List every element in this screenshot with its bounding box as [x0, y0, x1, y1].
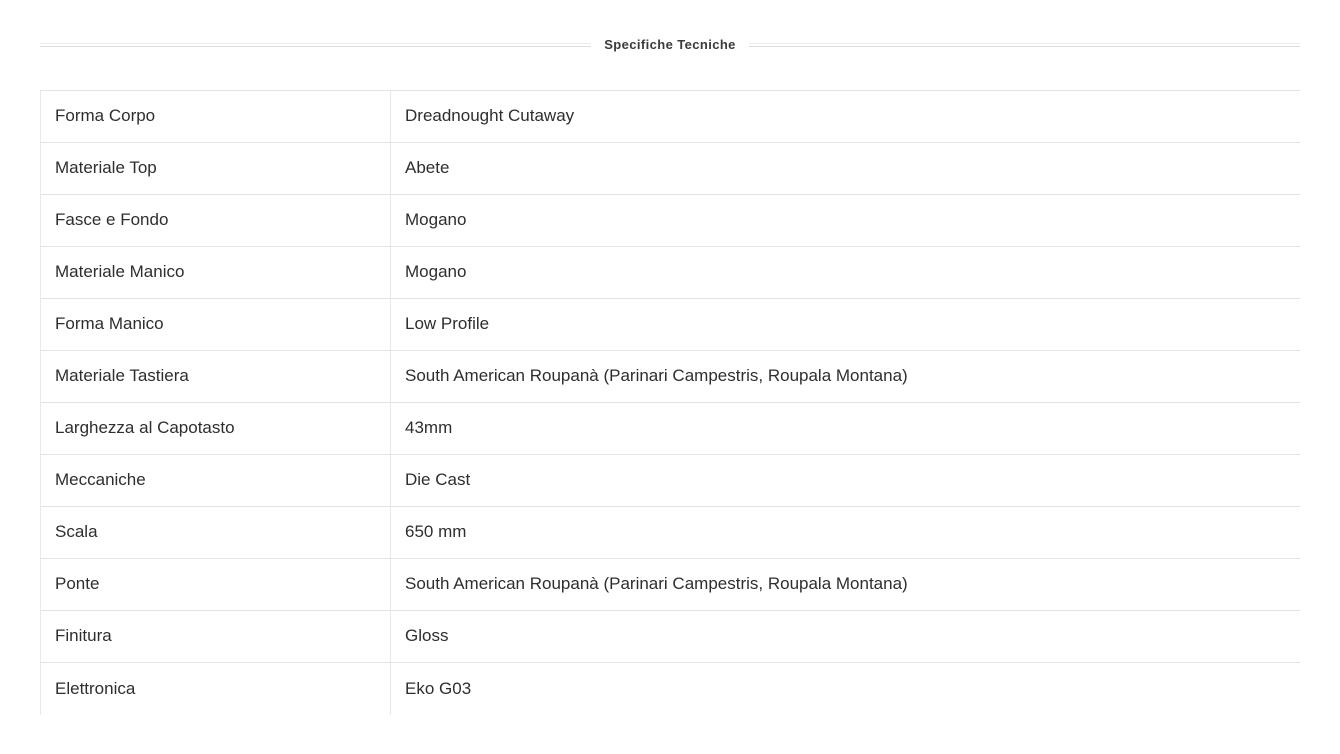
table-row	[41, 299, 1300, 351]
table-row	[41, 143, 1300, 195]
spec-label: Materiale Top	[41, 143, 391, 194]
section-title: Specifiche Tecniche	[604, 37, 736, 52]
table-row	[41, 455, 1300, 507]
spec-value: 650 mm	[405, 522, 467, 542]
spec-value: Gloss	[405, 626, 449, 646]
spec-label: Forma Manico	[41, 299, 391, 350]
spec-value: Dreadnought Cutaway	[405, 106, 575, 126]
spec-label: Larghezza al Capotasto	[41, 403, 391, 454]
spec-value: South American Roupanà (Parinari Campestris, Roupala Montana)	[405, 366, 908, 386]
table-row	[41, 195, 1300, 247]
spec-label: Materiale Tastiera	[41, 351, 391, 402]
table-row	[41, 507, 1300, 559]
table-row	[41, 559, 1300, 611]
title-rule-left	[40, 43, 591, 47]
spec-label: Materiale Manico	[41, 247, 391, 298]
spec-value: Low Profile	[405, 314, 490, 334]
spec-value: 43mm	[405, 418, 453, 438]
spec-label: Elettronica	[41, 663, 391, 715]
spec-value: Eko G03	[405, 678, 472, 698]
spec-label: Finitura	[41, 611, 391, 662]
spec-table	[40, 90, 1300, 715]
spec-label: Ponte	[41, 559, 391, 610]
table-row	[41, 403, 1300, 455]
spec-value: Die Cast	[405, 470, 471, 490]
spec-value: Mogano	[405, 262, 467, 282]
spec-value: Mogano	[405, 210, 467, 230]
spec-value: Abete	[405, 158, 450, 178]
spec-label: Meccaniche	[41, 455, 391, 506]
table-row	[41, 247, 1300, 299]
table-row	[41, 91, 1300, 143]
table-row	[41, 351, 1300, 403]
spec-label: Scala	[41, 507, 391, 558]
title-rule-right	[749, 43, 1300, 47]
table-row	[41, 663, 1300, 715]
spec-label: Fasce e Fondo	[41, 195, 391, 246]
spec-label: Forma Corpo	[41, 91, 391, 142]
table-row	[41, 611, 1300, 663]
section-header	[40, 36, 1300, 54]
spec-value: South American Roupanà (Parinari Campestris, Roupala Montana)	[405, 574, 908, 594]
